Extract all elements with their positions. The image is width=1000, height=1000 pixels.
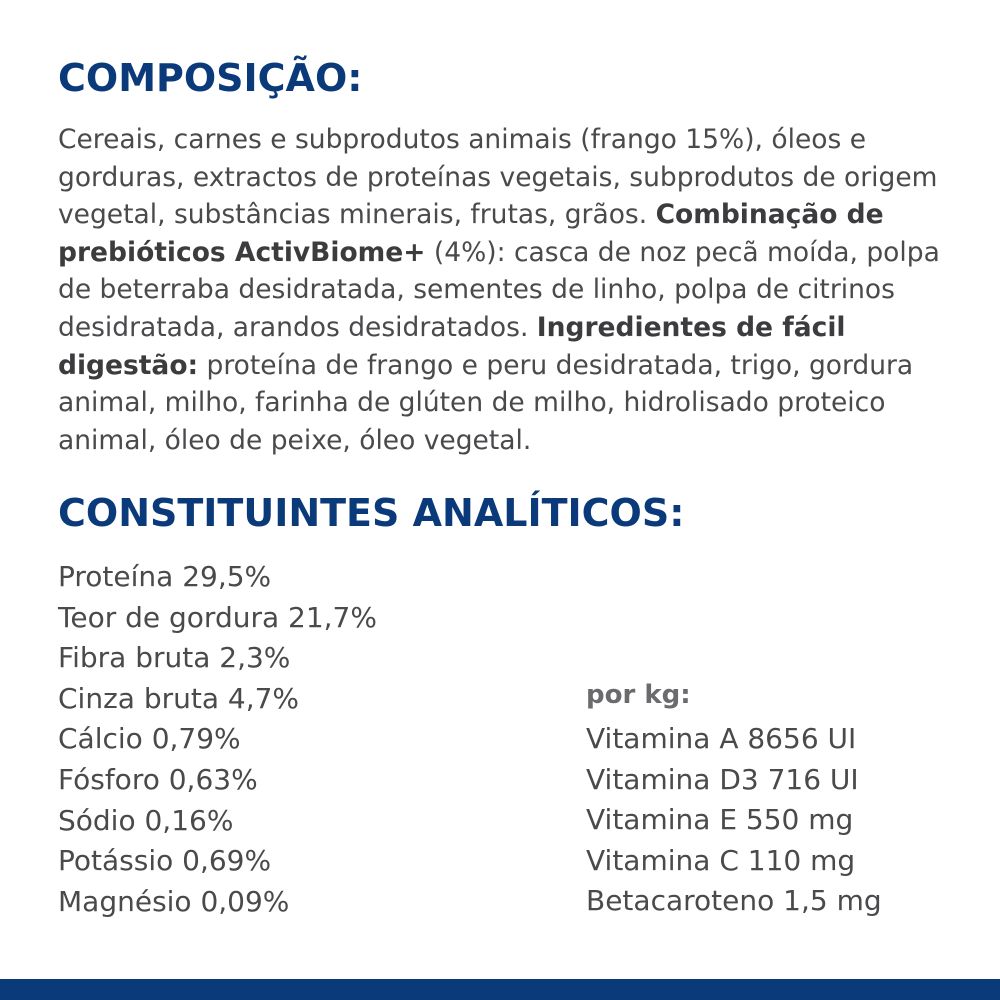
vitamin-list (586, 719, 882, 922)
composition-text-part-3: proteína de frango e peru desidratada, trigo, gordura animal, milho, farinha de glúten de milho, hidrolisado proteico animal, óleo de peixe, óleo vegetal. (58, 349, 914, 456)
analytical-constituents-list (58, 557, 377, 922)
vitamin-item-d3: Vitamina D3 716 UI (586, 762, 859, 796)
analytical-heading: CONSTITUINTES ANALÍTICOS: (58, 491, 685, 535)
vitamin-item-e: Vitamina E 550 mg (586, 803, 854, 837)
analytical-item-fibre: Fibra bruta 2,3% (58, 641, 291, 675)
composition-text-part-1: Cereais, carnes e subprodutos animais (frango 15%), óleos e gorduras, extractos de proteínas vegetais, subprodutos de origem vegetal, substâncias minerais, frutas, grãos. (58, 124, 938, 231)
analytical-item-potassium: Potássio 0,69% (58, 844, 272, 878)
analytical-item-fat: Teor de gordura 21,7% (58, 600, 377, 634)
analytical-item-magnesium: Magnésio 0,09% (58, 884, 290, 918)
analytical-item-protein: Proteína 29,5% (58, 560, 272, 593)
analytical-item-phosphorus: Fósforo 0,63% (58, 762, 258, 796)
vitamin-item-c: Vitamina C 110 mg (586, 843, 856, 877)
vitamin-item-a: Vitamina A 8656 UI (586, 722, 857, 755)
analytical-item-ash: Cinza bruta 4,7% (58, 681, 300, 715)
composition-heading: COMPOSIÇÃO: (58, 56, 363, 100)
composition-text-part-2: (4%): casca de noz pecã moída, polpa de beterraba desidratada, sementes de linho, polpa de citrinos desidratada, arandos desidratados. (58, 236, 940, 343)
per-kg-label: por kg: (586, 680, 691, 710)
vitamin-item-betacarotene: Betacaroteno 1,5 mg (586, 884, 882, 918)
composition-bold-prebiotics: Combinação de prebióticos ActivBiome+ (58, 199, 884, 268)
analytical-item-sodium: Sódio 0,16% (58, 803, 234, 837)
analytical-item-calcium: Cálcio 0,79% (58, 722, 241, 756)
composition-text (58, 121, 978, 459)
composition-bold-digestion: Ingredientes de fácil digestão: (58, 311, 846, 381)
bottom-bar (0, 979, 1000, 1000)
